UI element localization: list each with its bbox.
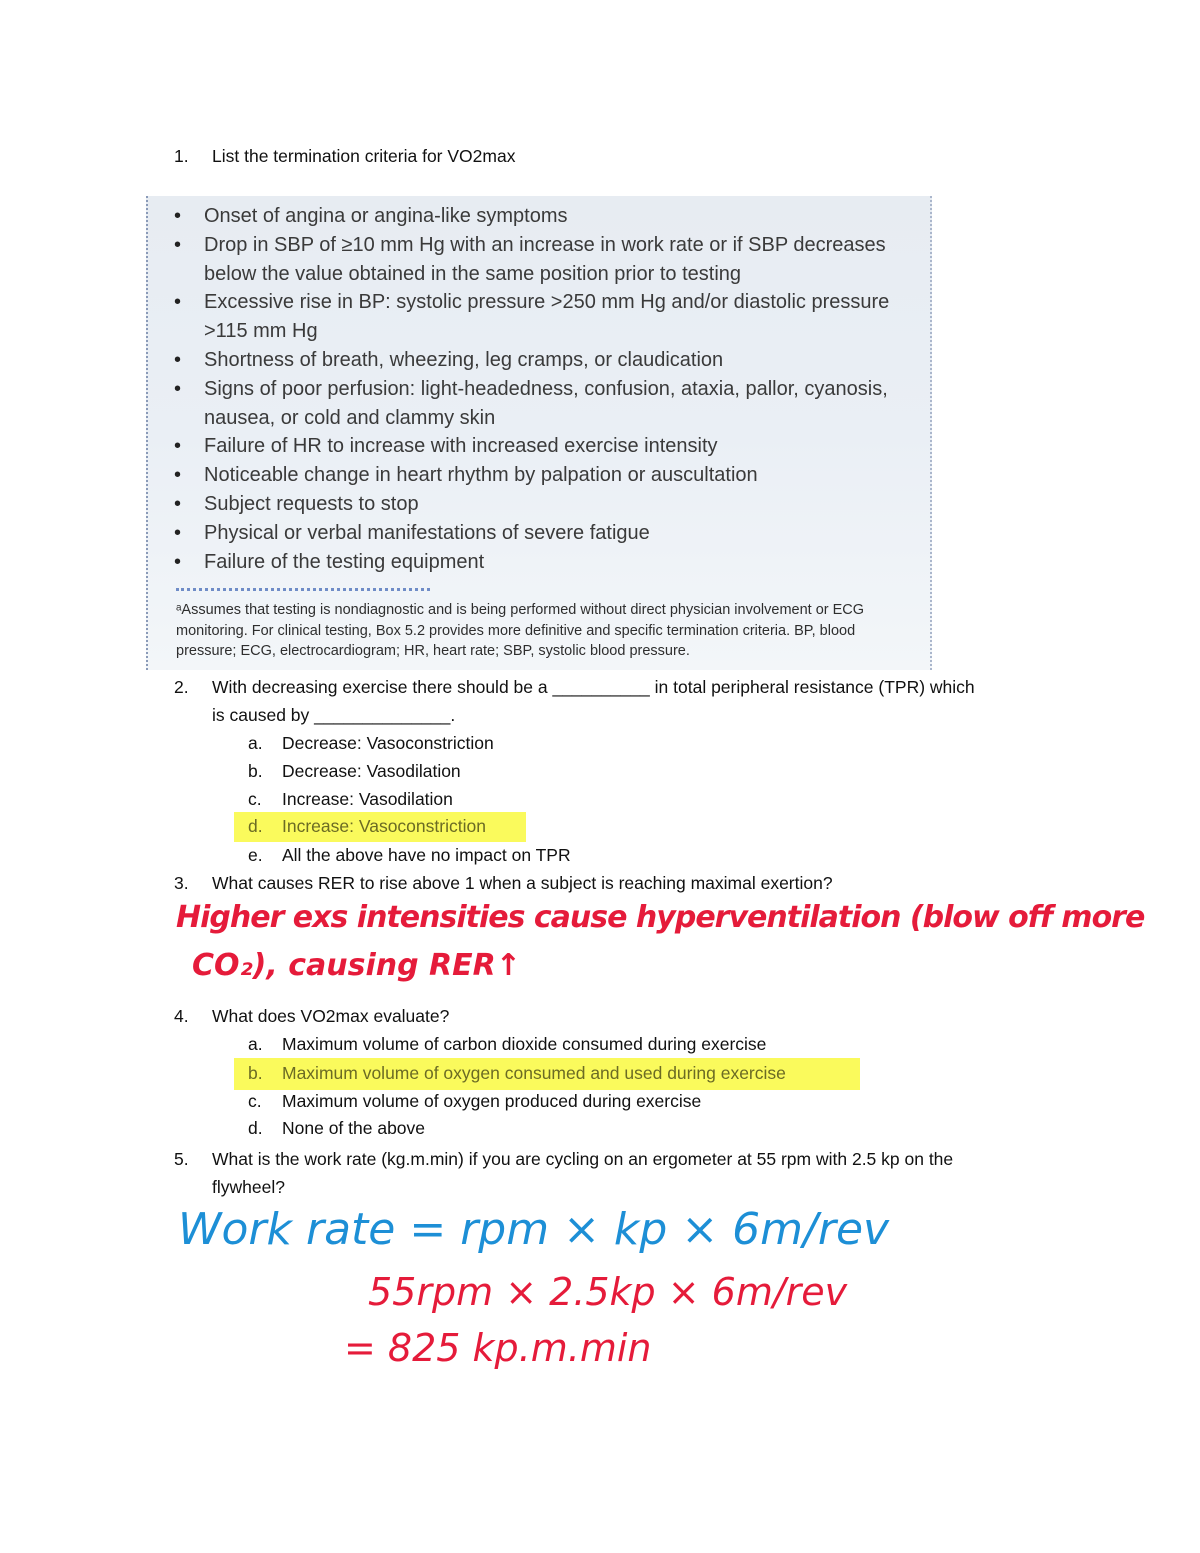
bullet-icon: • [174, 348, 182, 371]
option-b-highlighted: b. Maximum volume of oxygen consumed and used during exercise [234, 1058, 860, 1090]
question-2 [174, 673, 1074, 729]
bullet-icon: • [174, 233, 182, 256]
criteria-item: • Failure of the testing equipment [172, 548, 912, 577]
criteria-item: • Excessive rise in BP: systolic pressure >250 mm Hg and/or diastolic pressure >115 mm Hg [172, 288, 912, 346]
handwritten-answer-line2: CO₂), causing RER↑ [192, 948, 521, 983]
criteria-item: • Drop in SBP of ≥10 mm Hg with an increase in work rate or if SBP decreases below the value obtained in the same position prior to testing [172, 231, 912, 289]
bullet-icon: • [174, 492, 182, 515]
criteria-item: • Failure of HR to increase with increased exercise intensity [172, 432, 912, 461]
bullet-icon: • [174, 464, 182, 487]
question-3 [174, 869, 1074, 897]
criteria-item: • Signs of poor perfusion: light-headedness, confusion, ataxia, pallor, cyanosis, nausea, or cold and clammy skin [172, 375, 912, 433]
criteria-list [172, 202, 912, 576]
handwritten-result: = 825 kp.m.min [344, 1326, 652, 1370]
question-number: 3. [174, 873, 189, 893]
bullet-icon: • [174, 205, 182, 227]
handwritten-substitution: 55rpm × 2.5kp × 6m/rev [368, 1270, 848, 1314]
question-text: What does VO2max evaluate? [212, 1006, 450, 1026]
option-d-highlighted: d. Increase: Vasoconstriction [234, 812, 526, 842]
question-text-cont: flywheel? [212, 1177, 285, 1197]
question-1 [174, 142, 1074, 170]
handwritten-formula: Work rate = rpm × kp × 6m/rev [178, 1204, 890, 1255]
bullet-icon: • [174, 377, 182, 400]
criteria-item: • Shortness of breath, wheezing, leg cramps, or claudication [172, 346, 912, 375]
termination-criteria-box [146, 196, 932, 670]
question-5 [174, 1145, 1074, 1201]
question-text: What is the work rate (kg.m.min) if you are cycling on an ergometer at 55 rpm with 2.5 kp on the [212, 1149, 954, 1169]
bullet-icon: • [174, 435, 182, 458]
bullet-icon: • [174, 291, 182, 314]
question-number: 1. [174, 146, 189, 166]
question-number: 5. [174, 1149, 189, 1169]
question-4 [174, 1002, 1074, 1030]
criteria-item: • Subject requests to stop [172, 490, 912, 519]
handwritten-answer-line1: Higher exs intensities cause hyperventilation (blow off more [176, 900, 1145, 935]
question-text: List the termination criteria for VO2max [212, 146, 516, 166]
question-number: 4. [174, 1006, 189, 1026]
criteria-item: • Physical or verbal manifestations of severe fatigue [172, 519, 912, 548]
criteria-item: • Noticeable change in heart rhythm by palpation or auscultation [172, 461, 912, 490]
bullet-icon: • [174, 521, 182, 544]
question-text-cont: is caused by ______________. [212, 705, 456, 725]
footnote-divider [176, 588, 430, 591]
criteria-item: • Onset of angina or angina-like symptoms [172, 202, 912, 231]
question-text: What causes RER to rise above 1 when a subject is reaching maximal exertion? [212, 873, 833, 893]
footnote: ᵃAssumes that testing is nondiagnostic and is being performed without direct physician involvement or ECG monitoring. For clinical testing, Box 5.2 provides more definitive and specific termination criteria. BP, blood pressure; ECG, electrocardiogram; HR, heart rate; SBP, systolic blood pressure. [176, 602, 865, 659]
question-number: 2. [174, 677, 189, 697]
question-text: With decreasing exercise there should be a __________ in total peripheral resistance (TPR) which [212, 677, 975, 697]
bullet-icon: • [174, 550, 182, 573]
